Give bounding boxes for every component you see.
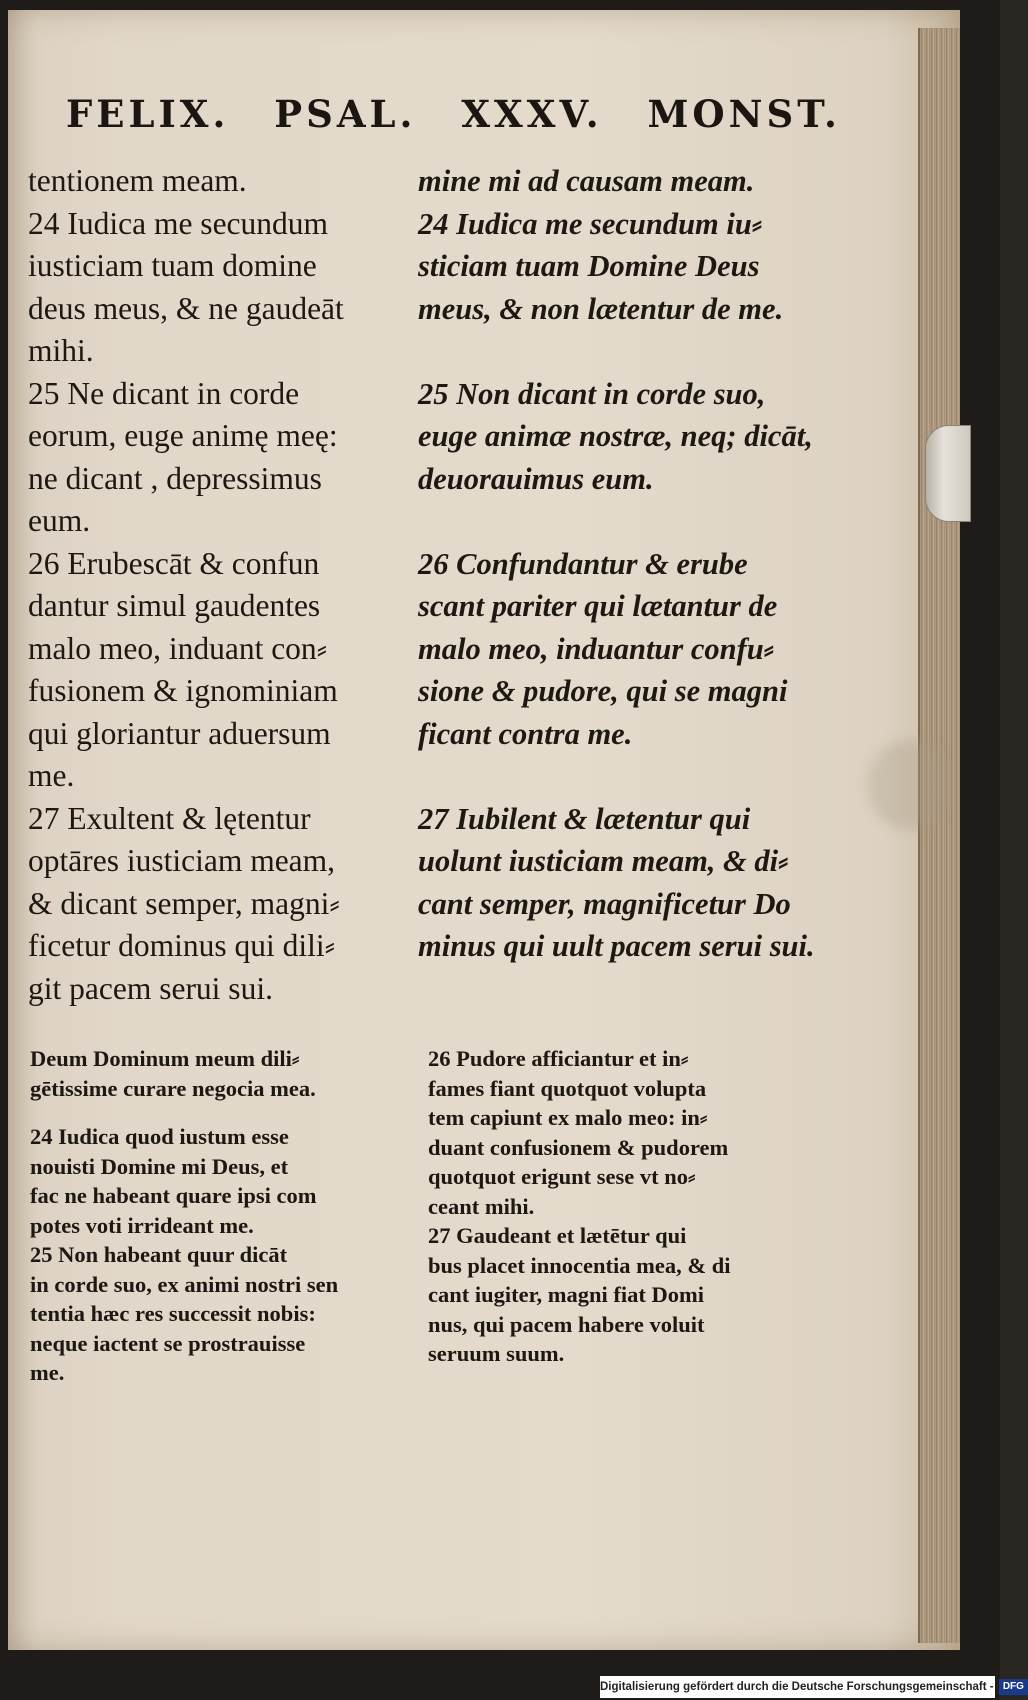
text-line: fac ne habeant quare ipsi com — [30, 1183, 317, 1208]
text-line: in corde suo, ex animi nostri sen — [30, 1271, 339, 1297]
text-line: eorum, euge animę meę: — [28, 418, 338, 453]
header-word: FELIX. — [66, 92, 230, 136]
text-line: ficant contra me. — [418, 716, 633, 751]
text-line: 25 Ne dicant in corde — [28, 375, 300, 411]
text-line: seruum suum. — [428, 1341, 565, 1366]
text-line: sione & pudore, qui se magni — [418, 674, 788, 708]
text-line: iusticiam tuam domine — [28, 248, 317, 283]
text-line: me. — [30, 1360, 65, 1385]
text-line: 24 Iudica me secundum iu⸗ — [418, 206, 763, 241]
text-line: neque iactent se prostrauisse — [30, 1330, 306, 1356]
text-line: uolunt iusticiam meam, & di⸗ — [418, 844, 789, 878]
right-column-verses — [418, 160, 838, 968]
text-line: & dicant semper, magni⸗ — [28, 885, 340, 921]
text-line: nouisti Domine mi Deus, et — [30, 1153, 289, 1179]
left-column-paraphrase — [30, 1044, 410, 1388]
text-line: duant confusionem & pudorem — [428, 1134, 729, 1160]
running-header — [66, 92, 841, 136]
text-line: 26 Pudore afficiantur et in⸗ — [428, 1046, 689, 1071]
text-line: git pacem serui sui. — [28, 970, 273, 1006]
text-line: qui gloriantur aduersum — [28, 715, 331, 751]
text-line: 24 Iudica quod iustum esse — [30, 1124, 289, 1149]
text-line: fusionem & ignominiam — [28, 673, 338, 708]
text-line: bus placet innocentia mea, & di — [428, 1252, 731, 1278]
page-edges — [918, 28, 960, 1643]
text-line: cant semper, magnificetur Do — [418, 886, 791, 921]
header-word: PSAL. — [274, 92, 417, 136]
text-line: 24 Iudica me secundum — [28, 205, 329, 241]
text-line: optāres iusticiam meam, — [28, 843, 336, 878]
text-line: Deum Dominum meum dili⸗ — [30, 1046, 300, 1071]
text-line: 27 Gaudeant et lætētur qui — [428, 1223, 687, 1248]
text-line: ficetur dominus qui dili⸗ — [28, 928, 336, 963]
header-word: XXXV. — [461, 92, 603, 136]
text-line: tentia hæc res successit nobis: — [30, 1301, 316, 1326]
text-line: eum. — [28, 503, 91, 538]
text-line: me. — [28, 758, 75, 793]
text-line: sticiam tuam Domine Deus — [418, 249, 760, 283]
text-line: potes voti irrideant me. — [30, 1212, 254, 1238]
text-line: tentionem meam. — [28, 163, 247, 198]
text-line: ceant mihi. — [428, 1193, 535, 1219]
header-word: MONST. — [647, 92, 841, 136]
text-line: 25 Non habeant quur dicāt — [30, 1242, 288, 1267]
paper-stain — [868, 740, 948, 830]
text-line: ne dicant , depressimus — [28, 460, 322, 496]
text-line: malo meo, induantur confu⸗ — [418, 631, 774, 666]
text-line: malo meo, induant con⸗ — [28, 630, 328, 666]
text-line: 25 Non dicant in corde suo, — [418, 376, 766, 411]
text-line: 26 Confundantur & erube — [418, 546, 748, 581]
text-line: fames fiant quotquot volupta — [428, 1075, 707, 1101]
text-line: deuorauimus eum. — [418, 461, 654, 496]
dfg-logo: DFG — [999, 1679, 1028, 1695]
text-line: 27 Iubilent & lætentur qui — [418, 801, 751, 836]
text-line: dantur simul gaudentes — [28, 588, 321, 623]
book-page — [8, 10, 960, 1650]
left-column-verses — [28, 160, 408, 1010]
right-column-paraphrase — [428, 1044, 838, 1369]
text-line: deus meus, & ne gaudeāt — [28, 290, 344, 326]
text-line: mihi. — [28, 333, 94, 368]
footer-text: Digitalisierung gefördert durch die Deutsche Forschungsgemeinschaft - — [600, 1681, 994, 1693]
text-line — [418, 330, 838, 373]
text-line: 26 Erubescāt & confun — [28, 545, 320, 581]
text-line — [418, 500, 838, 543]
text-line: tem capiunt ex malo meo: in⸗ — [428, 1105, 708, 1130]
text-line: quotquot erigunt sese vt no⸗ — [428, 1164, 696, 1189]
text-line — [418, 755, 838, 798]
text-line: mine mi ad causam meam. — [418, 164, 755, 198]
text-line: gētissime curare negocia mea. — [30, 1075, 316, 1101]
text-line: nus, qui pacem habere voluit — [428, 1311, 705, 1337]
text-line: scant pariter qui lætantur de — [418, 589, 778, 623]
text-line: cant iugiter, magni fiat Domi — [428, 1282, 705, 1307]
text-line: euge animæ nostræ, neq; dicāt, — [418, 419, 813, 453]
text-line: meus, & non lætentur de me. — [418, 291, 784, 326]
block-gap — [30, 1103, 410, 1122]
page-clip — [925, 425, 971, 522]
text-line: 27 Exultent & lętentur — [28, 800, 311, 836]
text-line: minus qui uult pacem serui sui. — [418, 929, 815, 963]
digitization-footer — [600, 1676, 1024, 1698]
